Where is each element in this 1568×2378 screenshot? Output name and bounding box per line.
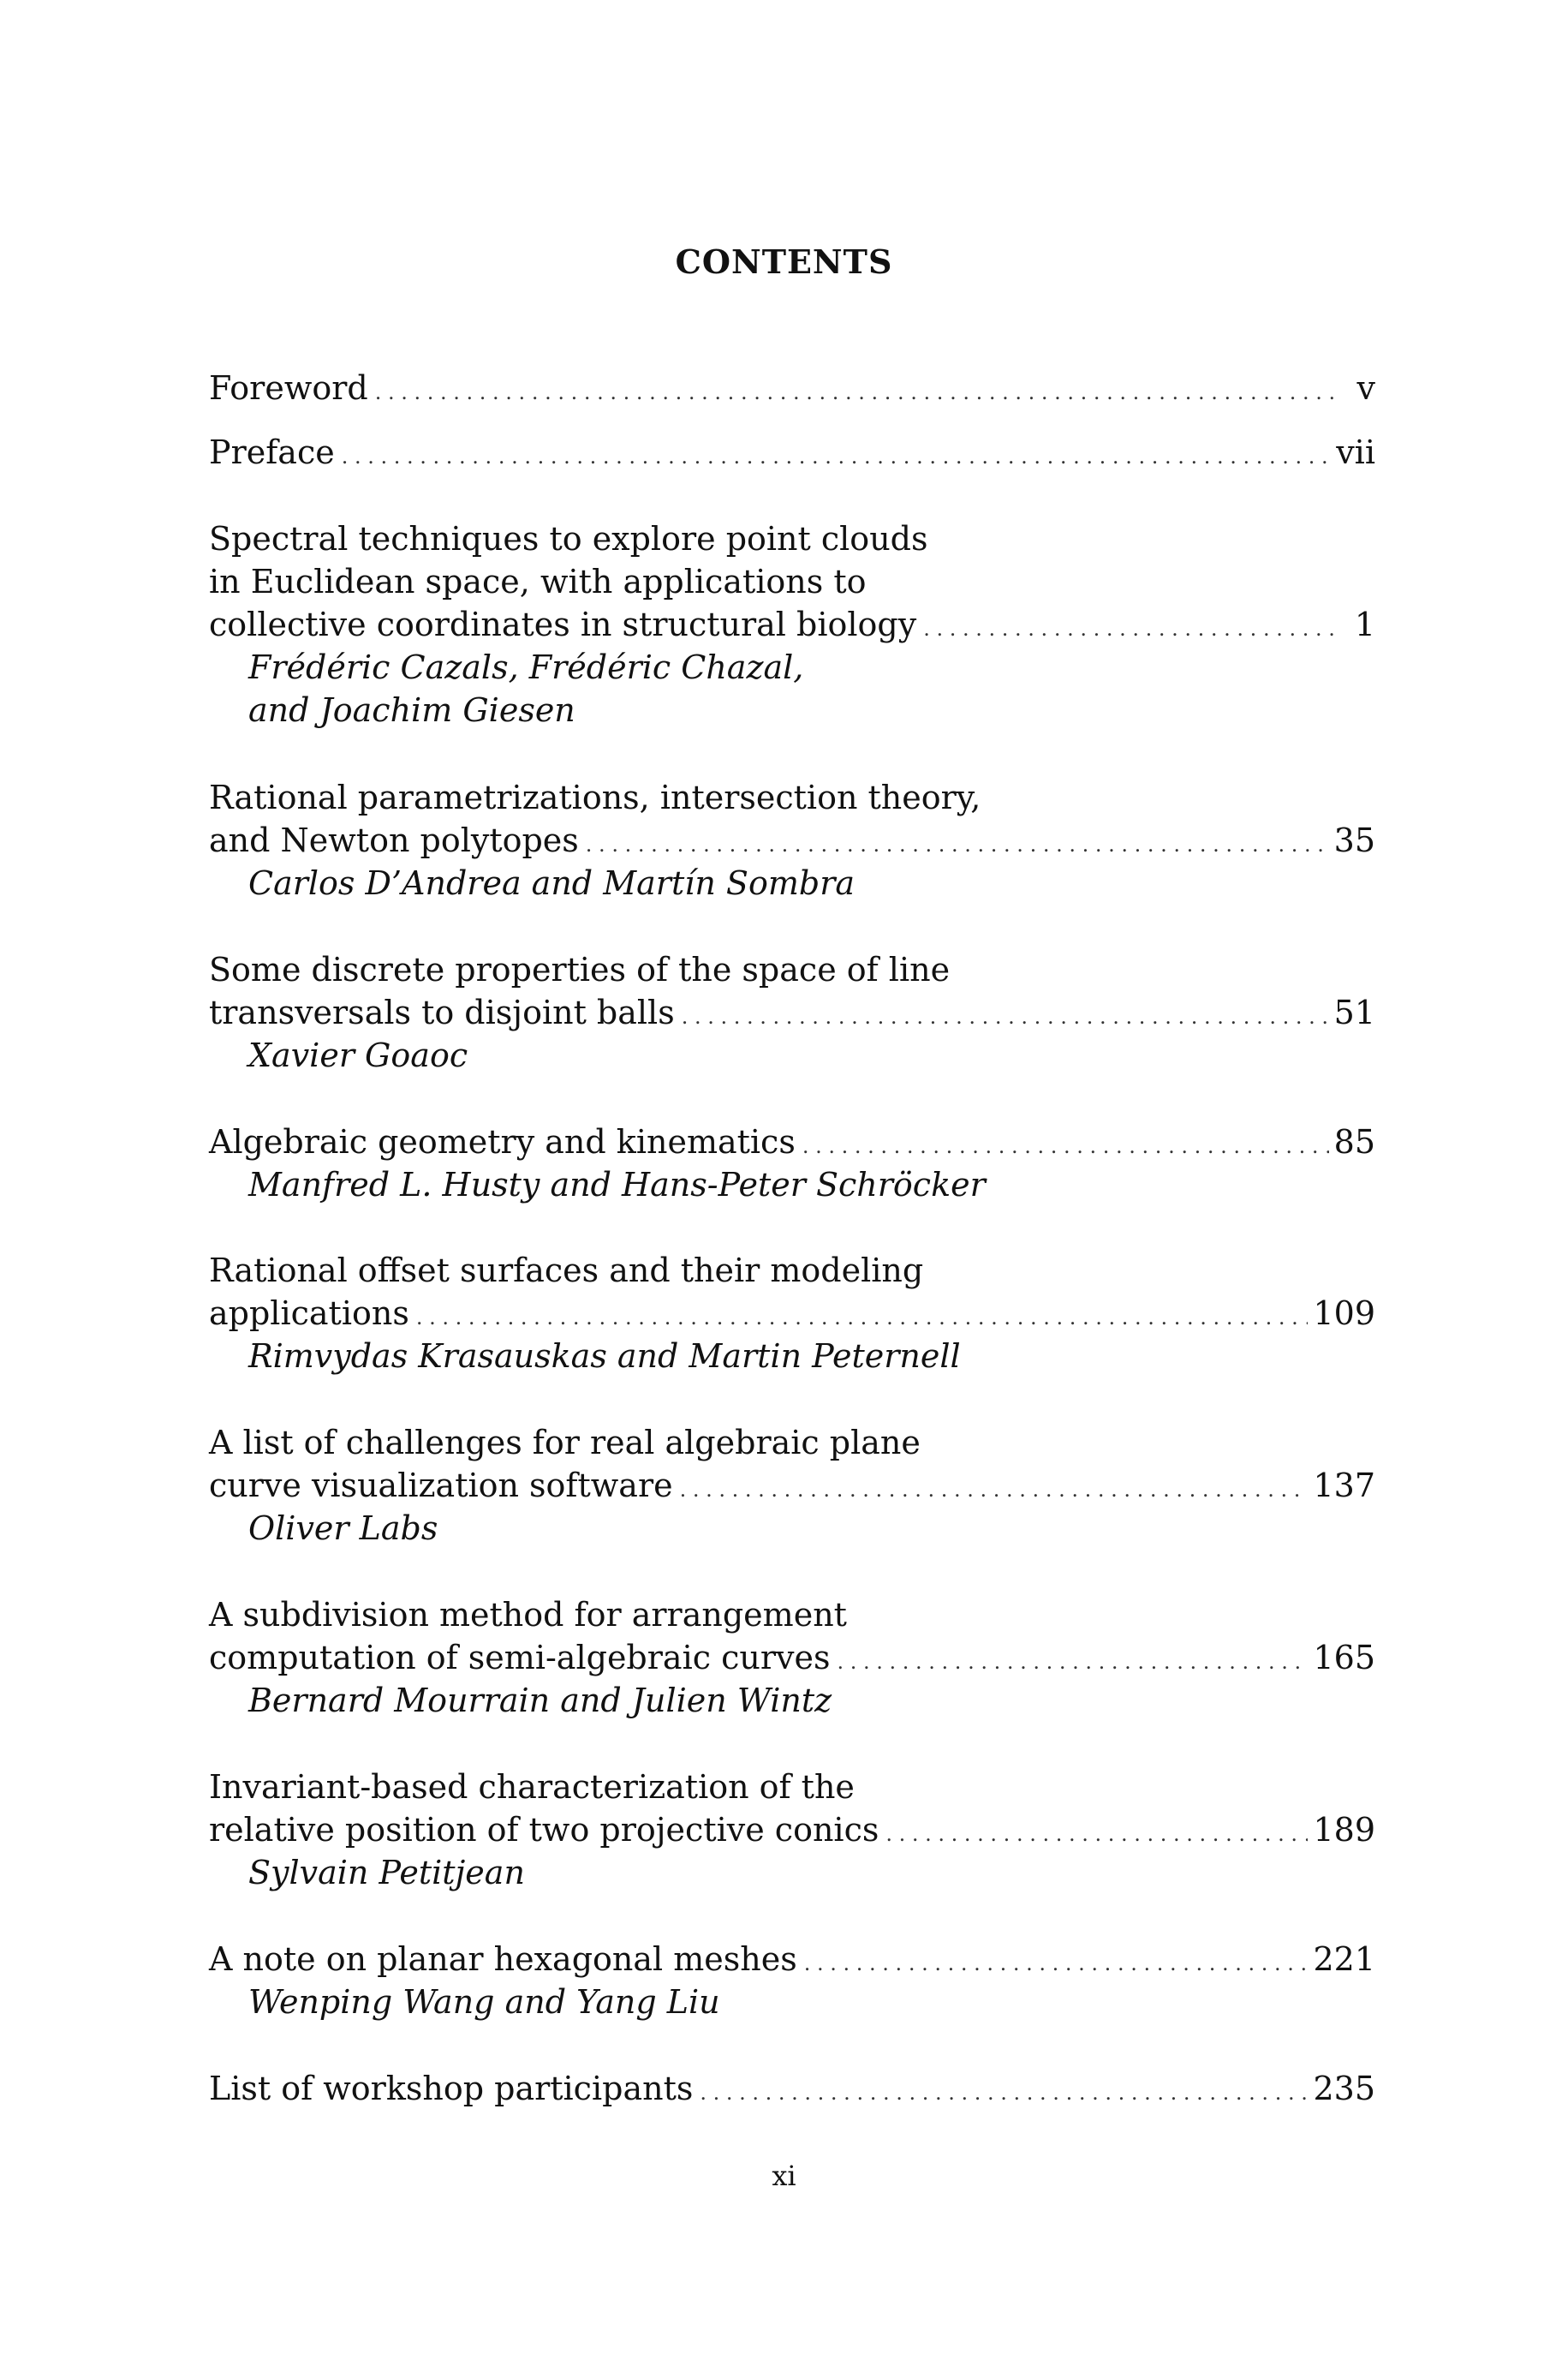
dot-leader bbox=[586, 823, 1329, 866]
page-number[interactable]: 189 bbox=[1313, 1811, 1375, 1849]
entry-title[interactable]: List of workshop participants bbox=[209, 2070, 694, 2107]
entry-title[interactable]: collective coordinates in structural biology bbox=[209, 606, 917, 643]
entry-title[interactable]: A note on planar hexagonal meshes bbox=[209, 1940, 797, 1978]
toc-entry-line bbox=[209, 1464, 1375, 1507]
toc-entry-rational-parametrizations bbox=[209, 776, 1375, 905]
toc-entry-invariant-based bbox=[209, 1766, 1375, 1894]
entry-title[interactable]: transversals to disjoint balls bbox=[209, 994, 675, 1031]
toc-entry-hexagonal-meshes bbox=[209, 1938, 1375, 2023]
entry-title[interactable]: Algebraic geometry and kinematics bbox=[209, 1123, 796, 1161]
page-number[interactable]: 221 bbox=[1313, 1940, 1375, 1978]
page-number[interactable]: 1 bbox=[1354, 606, 1375, 643]
page-number[interactable]: vii bbox=[1336, 433, 1375, 471]
entry-authors: Wenping Wang and Yang Liu bbox=[248, 1983, 720, 2021]
page-number[interactable]: 165 bbox=[1313, 1639, 1375, 1676]
toc-entry-line bbox=[209, 1292, 1375, 1335]
toc-entry-line bbox=[209, 1808, 1375, 1851]
toc-entry-list-of-challenges bbox=[209, 1421, 1375, 1550]
dot-leader bbox=[680, 1468, 1309, 1511]
toc-entry-algebraic-geometry bbox=[209, 1120, 1375, 1206]
entry-title[interactable]: relative position of two projective conics bbox=[209, 1811, 879, 1849]
entry-title-line: A list of challenges for real algebraic plane bbox=[209, 1424, 921, 1461]
entry-authors: Sylvain Petitjean bbox=[248, 1854, 525, 1891]
entry-title[interactable]: and Newton polytopes bbox=[209, 822, 579, 859]
dot-leader bbox=[700, 2071, 1308, 2114]
entry-authors: Oliver Labs bbox=[248, 1509, 438, 1547]
page-folio: xi bbox=[772, 2160, 796, 2192]
dot-leader bbox=[923, 607, 1336, 650]
entry-authors: Frédéric Cazals, Frédéric Chazal, bbox=[248, 648, 804, 686]
dot-leader bbox=[837, 1640, 1308, 1683]
toc-entry-line bbox=[209, 367, 1375, 409]
page-number[interactable]: v bbox=[1356, 369, 1375, 407]
toc-entry-preface bbox=[209, 431, 1375, 474]
toc-entry-subdivision-method bbox=[209, 1593, 1375, 1722]
entry-title-line: Rational parametrizations, intersection theory, bbox=[209, 779, 981, 816]
toc-entry-line bbox=[209, 431, 1375, 474]
dot-leader bbox=[802, 1125, 1329, 1168]
page-number[interactable]: 137 bbox=[1313, 1467, 1375, 1504]
toc-entry-line bbox=[209, 1938, 1375, 1981]
toc-entry-line bbox=[209, 603, 1375, 646]
entry-title[interactable]: applications bbox=[209, 1294, 409, 1332]
toc-entry-workshop-participants bbox=[209, 2067, 1375, 2110]
toc-entry-line bbox=[209, 1120, 1375, 1163]
entry-authors: Manfred L. Husty and Hans-Peter Schröcker bbox=[248, 1166, 986, 1204]
dot-leader bbox=[375, 371, 1336, 414]
entry-authors: Bernard Mourrain and Julien Wintz bbox=[248, 1682, 832, 1719]
entry-authors: Carlos D’Andrea and Martín Sombra bbox=[248, 864, 856, 902]
entry-title-line: in Euclidean space, with applications to bbox=[209, 563, 867, 600]
toc-entry-discrete-properties bbox=[209, 948, 1375, 1077]
entry-title-line: Some discrete properties of the space of line bbox=[209, 951, 951, 989]
page-number[interactable]: 85 bbox=[1333, 1123, 1375, 1161]
page-number[interactable]: 35 bbox=[1333, 822, 1375, 859]
entry-title-line: Spectral techniques to explore point clouds bbox=[209, 520, 928, 558]
entry-authors: Xavier Goaoc bbox=[248, 1037, 468, 1074]
dot-leader bbox=[682, 995, 1329, 1038]
entry-title-line: Rational offset surfaces and their modeling bbox=[209, 1252, 924, 1289]
toc-entry-line bbox=[209, 991, 1375, 1034]
entry-title[interactable]: Foreword bbox=[209, 369, 368, 407]
toc-entry-line bbox=[209, 2067, 1375, 2110]
toc-entry-spectral-techniques bbox=[209, 517, 1375, 732]
entry-authors: Rimvydas Krasauskas and Martin Peternell bbox=[248, 1337, 961, 1375]
toc-entry-rational-offset-surfaces bbox=[209, 1249, 1375, 1377]
dot-leader bbox=[342, 435, 1332, 478]
page-number[interactable]: 235 bbox=[1313, 2070, 1375, 2107]
dot-leader bbox=[804, 1942, 1309, 1985]
entry-title-line: A subdivision method for arrangement bbox=[209, 1596, 847, 1634]
page-title: CONTENTS bbox=[675, 242, 893, 281]
entry-title[interactable]: Preface bbox=[209, 433, 335, 471]
entry-title-line: Invariant-based characterization of the bbox=[209, 1768, 855, 1806]
dot-leader bbox=[416, 1296, 1309, 1339]
toc-entry-foreword bbox=[209, 367, 1375, 409]
entry-authors: and Joachim Giesen bbox=[248, 691, 575, 729]
toc-entry-line bbox=[209, 819, 1375, 862]
dot-leader bbox=[885, 1813, 1308, 1855]
entry-title[interactable]: curve visualization software bbox=[209, 1467, 673, 1504]
toc-entry-line bbox=[209, 1636, 1375, 1679]
table-of-contents bbox=[209, 0, 1375, 2227]
page-number[interactable]: 51 bbox=[1333, 994, 1375, 1031]
page-number[interactable]: 109 bbox=[1313, 1294, 1375, 1332]
entry-title[interactable]: computation of semi-algebraic curves bbox=[209, 1639, 831, 1676]
